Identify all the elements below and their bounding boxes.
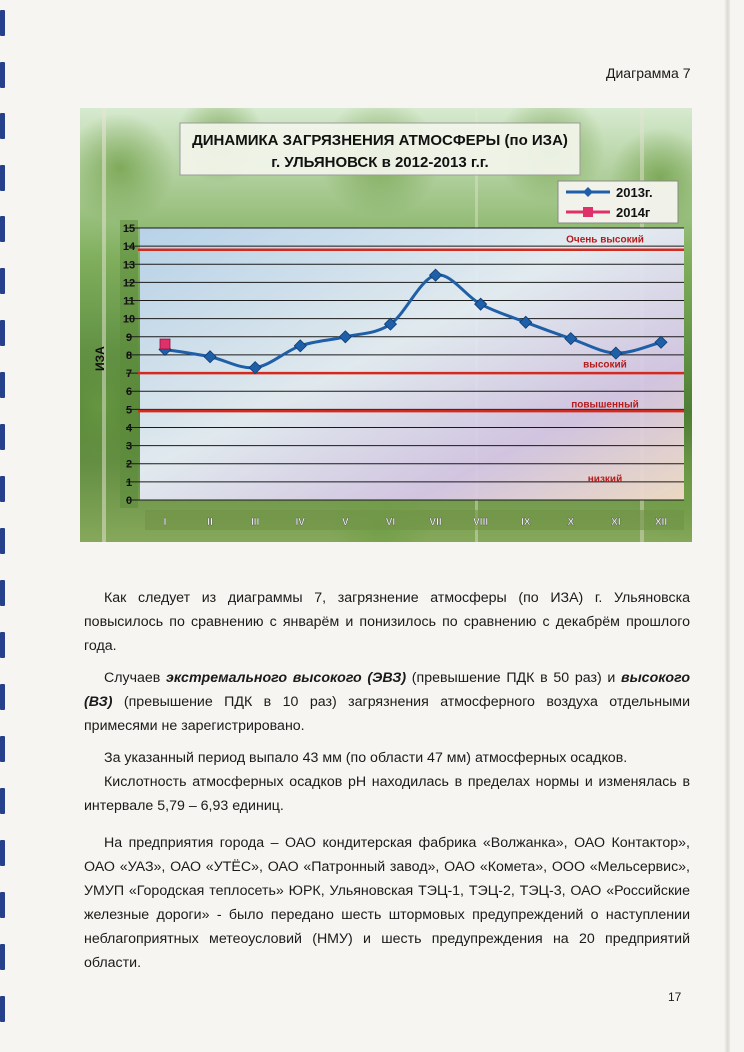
x-tick-label: XI [611,517,621,528]
chart-title-line2: г. УЛЬЯНОВСК в 2012-2013 г.г. [271,154,489,171]
threshold-label: Очень высокий [566,234,644,246]
y-tick-label: 8 [125,349,133,362]
diagram-label: Диаграмма 7 [606,65,691,81]
y-tick-label: 14 [122,241,136,254]
legend-label: 2013г. [616,185,653,200]
y-tick-label: 3 [125,440,133,453]
x-tick-label: III [251,517,260,528]
chart-container [80,108,692,542]
paragraph-2 [84,666,690,738]
pollution-chart [80,108,692,542]
y-tick-label: 6 [125,386,133,399]
p2-term-vz: высокого (ВЗ) [84,670,690,710]
threshold-label: повышенный [571,399,639,411]
y-tick-label: 9 [125,331,133,344]
x-tick-label: VI [385,517,396,528]
data-point [160,339,170,349]
p2-part-c: (превышение ПДК в 50 раз) и [406,670,621,686]
body-text [84,586,690,975]
legend-label: 2014г [616,205,651,220]
y-tick-label: 10 [122,313,136,326]
paragraph-1: Как следует из диаграммы 7, загрязнение атмосферы (по ИЗА) г. Ульяновска повысилось по сравнению с январём и понизилось по сравнению с декабрём прошлого года. [84,590,690,654]
x-axis-band [145,510,684,530]
paragraph-3: За указанный период выпало 43 мм (по области 47 мм) атмосферных осадков. [104,750,628,766]
y-tick-label: 4 [125,422,133,435]
threshold-label: низкий [587,473,623,485]
x-tick-label: IX [521,517,531,528]
p2-part-e: (превышение ПДК в 10 раз) загрязнения атмосферного воздуха отдельными примесями не зарегистрировано. [84,694,690,734]
legend-marker [583,207,593,217]
y-tick-label: 2 [125,458,133,471]
y-tick-label: 7 [125,368,133,381]
x-tick-label: V [342,517,349,528]
page-edge [724,0,730,1052]
y-tick-label: 0 [125,495,133,507]
x-tick-label: VII [429,517,442,528]
y-tick-label: 13 [122,259,136,272]
paragraph-5: На предприятия города – ОАО кондитерская фабрика «Волжанка», ОАО Контактор», ОАО «УАЗ», ОАО «УТЁС», ОАО «Патронный завод», ОАО «Комета», ООО «Мельсервис», УМУП «Городская теплосеть» ЮРК, Ульяновская ТЭЦ-1, ТЭЦ-2, ТЭЦ-3, ОАО «Российские железные дороги» - было передано шесть штормовых предупреждений о наступлении неблагоприятных метеоусловий (НМУ) и шесть предупреждения на 20 предприятий области. [84,835,690,971]
y-tick-label: 15 [122,223,136,235]
p2-part-a: Случаев [104,670,167,686]
p2-term-evz: экстремального высокого (ЭВЗ) [166,670,407,686]
y-axis-label: ИЗА [93,346,107,371]
x-tick-label: X [567,517,575,528]
x-tick-label: XII [654,517,668,528]
y-tick-label: 1 [125,476,133,489]
binding-holes [0,0,8,1052]
y-tick-label: 12 [122,277,136,290]
x-tick-label: VIII [473,517,489,528]
x-tick-label: I [163,517,167,528]
chart-title-line1: ДИНАМИКА ЗАГРЯЗНЕНИЯ АТМОСФЕРЫ (по ИЗА) [192,132,568,149]
y-tick-label: 11 [123,295,135,308]
paragraph-4: Кислотность атмосферных осадков рН находилась в пределах нормы и изменялась в интервале 5,79 – 6,93 единиц. [84,774,690,814]
x-tick-label: II [207,517,213,528]
page-number: 17 [668,990,682,1004]
x-tick-label: IV [295,517,305,528]
y-tick-label: 5 [125,404,133,417]
threshold-label: высокий [583,359,627,371]
